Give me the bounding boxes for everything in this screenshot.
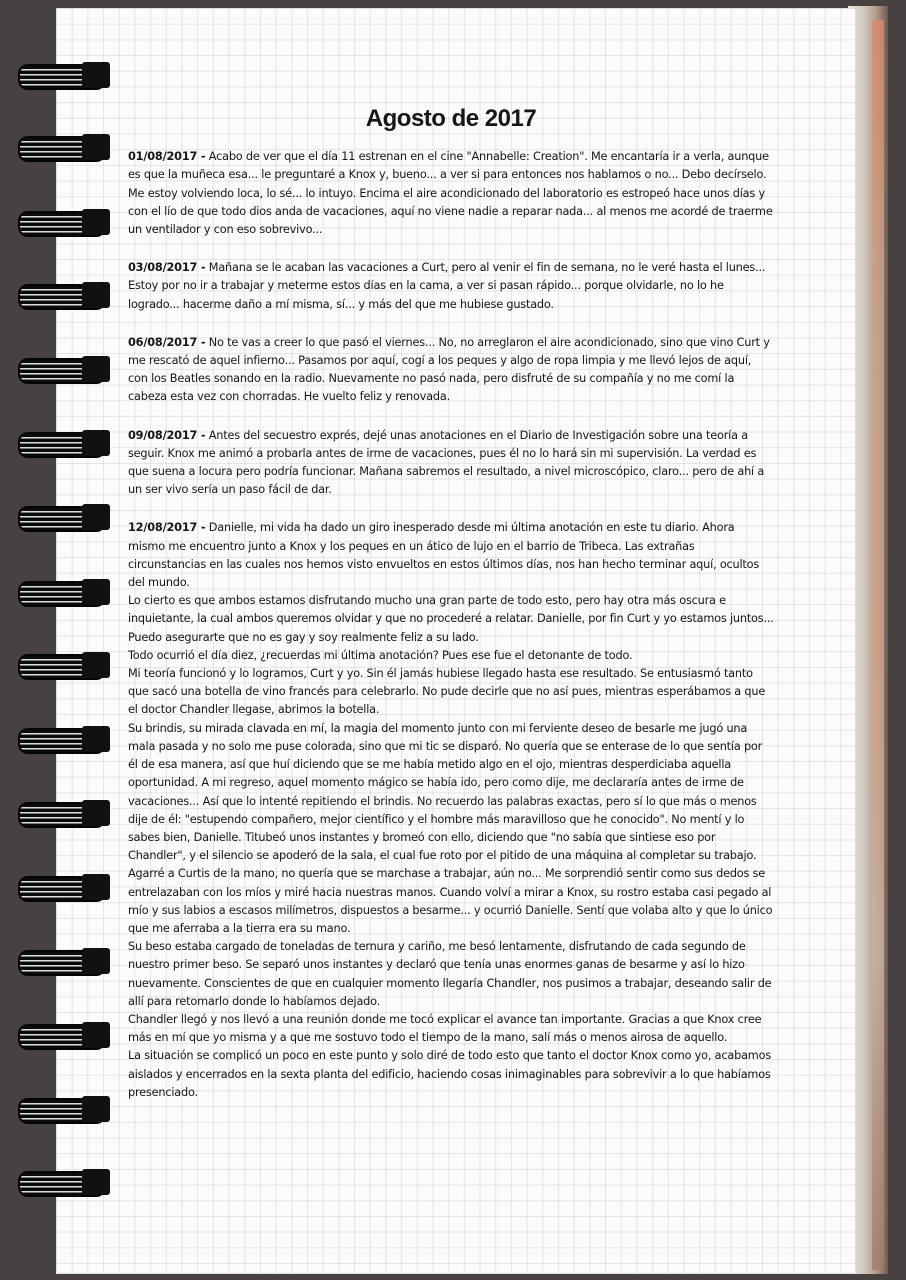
entry-paragraph (128, 427, 774, 500)
spiral-ring (18, 1018, 110, 1052)
entry-date: 03/08/2017 - (128, 261, 206, 275)
spiral-ring (18, 870, 110, 904)
spiral-ring (18, 944, 110, 978)
entry-date: 09/08/2017 - (128, 428, 206, 442)
journal-entry (128, 148, 774, 239)
ring-hole (82, 874, 110, 900)
spiral-ring (18, 722, 110, 756)
entry-paragraph: Chandler llegó y nos llevó a una reunión donde me tocó explicar el avance tan importante. Gracias a que Knox cree más en mí que yo misma y a que me sostuvo todo el tiempo de la mano, salí más o menos airosa de aquello. (128, 1012, 762, 1045)
ring-hole (82, 504, 110, 530)
entry-date: 01/08/2017 - (128, 150, 206, 164)
page-title: Agosto de 2017 (365, 105, 537, 132)
ring-hole (82, 579, 110, 605)
spiral-ring (18, 278, 110, 312)
ring-hole (82, 134, 110, 160)
ring-hole (82, 726, 110, 752)
entry-paragraph: Agarré a Curtis de la mano, no quería que se marchase a trabajar, aún no... Me sorprendió sentir como sus dedos se entrelazaban con los míos y miré hacia nuestras manos. Cuando volví a mirar a Knox, su rostro estaba casi pegado al mío y sus labios a escasos milímetros, dispuestos a besarme... y ocurrió Danielle. Sentí que volaba alto y que lo único que me aferraba a la tierra era su mano. (128, 867, 773, 935)
spiral-ring (18, 796, 110, 830)
spiral-ring (18, 1092, 110, 1126)
spiral-ring (18, 1165, 110, 1199)
spiral-ring (18, 500, 110, 534)
entry-paragraph: Lo cierto es que ambos estamos disfrutando mucho una gran parte de todo esto, pero hay otra más oscura e inquietante, la cual ambos queremos olvidar y que no procederé a relatar. Danielle, por fin Curt y yo estamos juntos... Puedo asegurarte que no es gay y soy realmente feliz a su lado. (128, 594, 774, 644)
entry-text: No te vas a creer lo que pasó el viernes... No, no arreglaron el aire acondicionado, sino que vino Curt y me rescató de aquel infierno... Pasamos por aquí, cogí a los peques y algo de ropa limpia y me llevó lejos de aquí, con los Beatles sonando en la radio. Nuevamente no pasó nada, pero disfruté de su compañía y no me comí la cabeza esta vez con chorradas. He vuelto feliz y renovada. (128, 335, 770, 404)
entry-text: Acabo de ver que el día 11 estrenan en el cine "Annabelle: Creation". Me encantaría ir a verla, aunque es que la muñeca esa... le preguntaré a Knox y, bueno... a ver si para entonces nos hablamos o no... Debo decírselo. Me estoy volviendo loca, lo sé... lo intuyo. Encima el aire acondicionado del laboratorio es estropeó hace unos días y con el lío de que todo dios anda de vacaciones, aquí no viene nadie a reparar nada... al menos me acordé de traerme un ventilador y con eso sobrevivo... (128, 150, 773, 237)
ring-hole (82, 62, 110, 88)
entry-date: 12/08/2017 - (128, 521, 206, 535)
entry-paragraph (128, 334, 774, 407)
spiral-ring (18, 58, 110, 92)
entry-text: Antes del secuestro exprés, dejé unas anotaciones en el Diario de Investigación sobre una teoría a seguir. Knox me animó a probarla antes de irme de vacaciones, pues él no lo hará sin mi supervisión. La verdad es que suena a locura pero podría funcionar. Mañana sabremos el resultado, a nivel microscópico, claro... pero de ahí a un ser vivo sería un paso fácil de dar. (128, 428, 765, 497)
entry-paragraph (128, 519, 774, 592)
spiral-ring (18, 205, 110, 239)
ring-hole (82, 209, 110, 235)
spiral-ring (18, 130, 110, 164)
entry-paragraph: Su brindis, su mirada clavada en mí, la magia del momento junto con mi ferviente deseo de besarle me jugó una mala pasada y no solo me puse colorada, sino que mi tic se disparó. No quería que se enterase de lo que sentía por él de esa manera, así que huí diciendo que se me había metido algo en el ojo, mientras desperdiciaba aquella oportunidad. A mi regreso, aquel momento mágico se había ido, pero como dije, me declararía antes de irme de vacaciones... Así que lo intenté repitiendo el brindis. No recuerdo las palabras exactas, pero sí lo que más o menos dije de él: "estupendo compañero, mejor científico y el hombre más maravilloso que he conocido". No mentí y lo sabes bien, Danielle. Titubeó unos instantes y bromeó con ello, diciendo que "no sabía que sintiese eso por Chandler", y el silencio se apoderó de la sala, el cual fue roto por el pitido de una máquina al completar su trabajo. (128, 721, 763, 863)
spiral-ring (18, 352, 110, 386)
ring-hole (82, 948, 110, 974)
entry-paragraph (128, 148, 774, 239)
spiral-ring (18, 426, 110, 460)
entry-paragraph: La situación se complicó un poco en este punto y solo diré de todo esto que tanto el doctor Knox como yo, acabamos aislados y encerrados en la sexta planta del edificio, haciendo cosas inimaginables para sobrevivir a lo que habíamos presenciado. (128, 1049, 771, 1099)
ring-hole (82, 1096, 110, 1122)
journal-content (128, 105, 774, 1122)
spiral-binding (0, 0, 110, 1280)
ring-hole (82, 282, 110, 308)
spiral-ring (18, 648, 110, 682)
spiral-ring (18, 575, 110, 609)
entry-paragraph: Mi teoría funcionó y lo logramos, Curt y yo. Sin él jamás hubiese llegado hasta ese resultado. Se entusiasmó tanto que sacó una botella de vino francés para celebrarlo. No pude decirle que no así pues, mientras esperábamos a que el doctor Chandler llegase, abrimos la botella. (128, 667, 766, 717)
entry-text: Danielle, mi vida ha dado un giro inesperado desde mi última anotación en este tu diario. Ahora mismo me encuentro junto a Knox y los peques en un ático de lujo en el barrio de Tribeca. Las extrañas circunstancias en las cuales nos hemos visto envueltos en estos últimos días, nos han hecho terminar aquí, ocultos del mundo. (128, 521, 760, 590)
ring-hole (82, 356, 110, 382)
ring-hole (82, 800, 110, 826)
entry-paragraph (128, 259, 774, 314)
entry-paragraph: Todo ocurrió el día diez, ¿recuerdas mi última anotación? Pues ese fue el detonante de todo. (128, 648, 633, 662)
ring-hole (82, 652, 110, 678)
page-stack-stripe (872, 20, 884, 1270)
ring-hole (82, 1169, 110, 1195)
ring-hole (82, 1022, 110, 1048)
journal-entry (128, 334, 774, 407)
ring-hole (82, 430, 110, 456)
entry-paragraph: Su beso estaba cargado de toneladas de ternura y cariño, me besó lentamente, disfrutando de cada segundo de nuestro primer beso. Se separó unos instantes y declaró que tenía unas enormes ganas de besarme y así lo hizo nuevamente. Conscientes de que en cualquier momento llegaría Chandler, nos pusimos a trabajar, deseando salir de allí para retomarlo donde lo habíamos dejado. (128, 940, 772, 1008)
journal-entry (128, 519, 774, 1102)
entry-date: 06/08/2017 - (128, 335, 206, 349)
journal-entry (128, 427, 774, 500)
entry-text: Mañana se le acaban las vacaciones a Curt, pero al venir el fin de semana, no le veré hasta el lunes... Estoy por no ir a trabajar y meterme estos días en la cama, a ver si pasan rápido... porque olvidarle, no lo he logrado... hacerme daño a mí misma, sí... y más del que me hubiese gustado. (128, 261, 766, 311)
journal-entry (128, 259, 774, 314)
